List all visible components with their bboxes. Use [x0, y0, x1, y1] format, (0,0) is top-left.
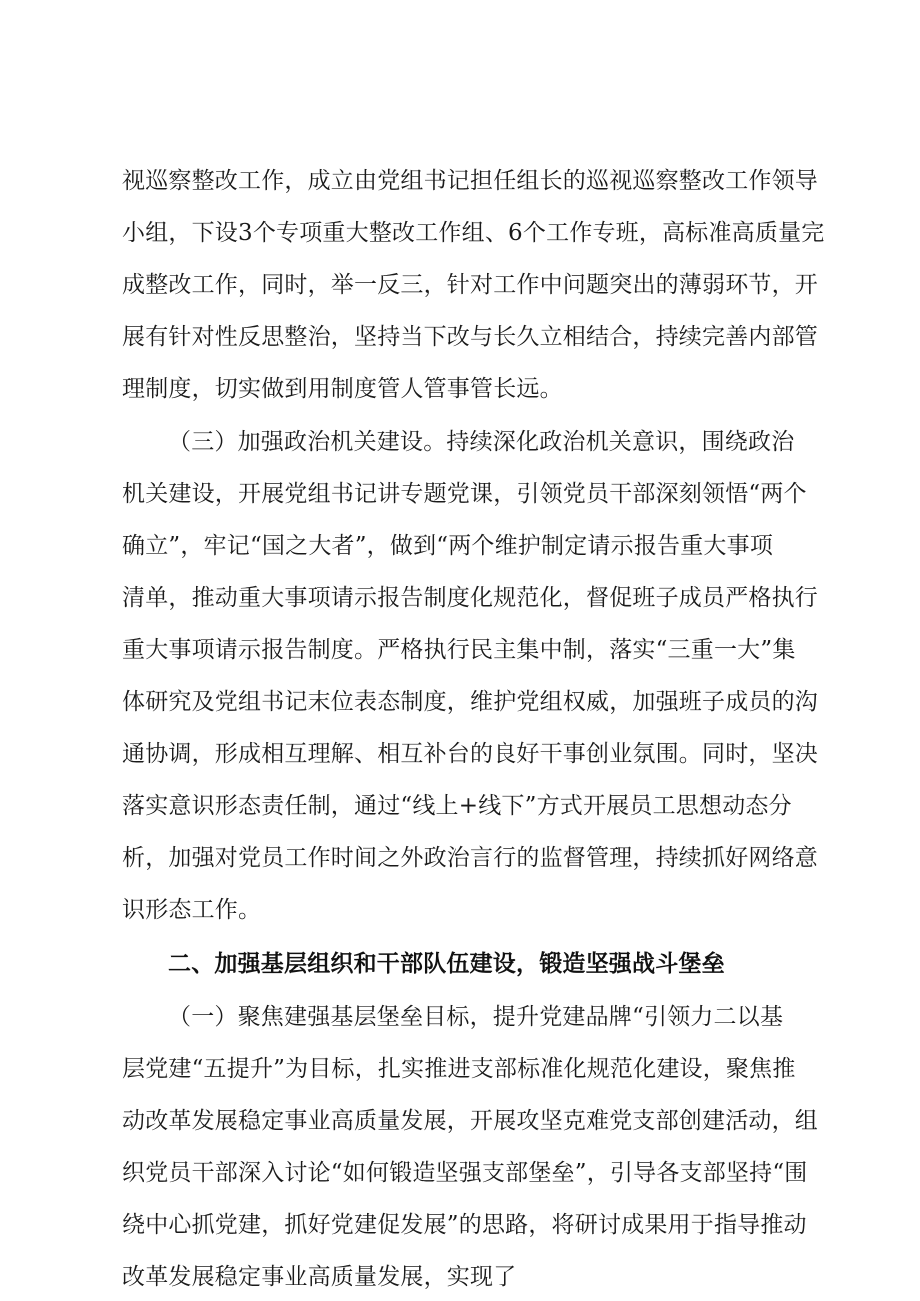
paragraph-1-line-4: 展有针对性反思整治，坚持当下改与长久立相结合，持续完善内部管	[122, 324, 818, 350]
paragraph-2-line-3: 确立”，牢记“国之大者”，做到“两个维护制定请示报告重大事项	[122, 533, 774, 559]
paragraph-2-line-10: 识形态工作。	[122, 897, 262, 923]
paragraph-3-line-4: 织党员干部深入讨论“如何锻造坚强支部堡垒”，引导各支部坚持“围	[122, 1160, 808, 1186]
paragraph-1-line-2: 小组，下设3个专项重大整改工作组、6个工作专班，高标准高质量完	[122, 220, 825, 246]
paragraph-1-line-3: 成整改工作，同时，举一反三，针对工作中问题突出的薄弱环节，开	[122, 272, 818, 298]
paragraph-1-line-1: 视巡察整改工作，成立由党组书记担任组长的巡视巡察整改工作领导	[122, 168, 818, 194]
paragraph-3-line-6: 改革发展稳定事业高质量发展，实现了	[122, 1264, 517, 1290]
paragraph-2-line-8: 落实意识形态责任制，通过“线上+线下”方式开展员工思想动态分	[122, 793, 792, 819]
paragraph-2-line-4: 清单，推动重大事项请示报告制度化规范化，督促班子成员严格执行	[122, 585, 818, 611]
paragraph-2-line-9: 析，加强对党员工作时间之外政治言行的监督管理，持续抓好网络意	[122, 845, 818, 871]
paragraph-3-line-5: 绕中心抓党建，抓好党建促发展”的思路，将研讨成果用于指导推动	[122, 1212, 807, 1238]
paragraph-3-line-3: 动改革发展稳定事业高质量发展，开展攻坚克难党支部创建活动，组	[122, 1108, 818, 1134]
paragraph-2-line-6: 体研究及党组书记末位表态制度，维护党组权威，加强班子成员的沟	[122, 689, 818, 715]
section-heading: 二、加强基层组织和干部队伍建设，锻造坚强战斗堡垒	[168, 951, 725, 977]
paragraph-2-line-2: 机关建设，开展党组书记讲专题党课，引领党员干部深刻领悟“两个	[122, 481, 807, 507]
paragraph-1-line-5: 理制度，切实做到用制度管人管事管长远。	[122, 376, 563, 402]
paragraph-3-line-2: 层党建“五提升”为目标，扎实推进支部标准化规范化建设，聚焦推	[122, 1056, 796, 1082]
paragraph-2-line-5: 重大事项请示报告制度。严格执行民主集中制，落实“三重一大”集	[122, 637, 796, 663]
paragraph-2-line-7: 通协调，形成相互理解、相互补台的良好干事创业氛围。同时，坚决	[122, 741, 818, 767]
paragraph-2-line-1: （三）加强政治机关建设。持续深化政治机关意识，围绕政治	[168, 429, 795, 455]
paragraph-3-line-1: （一）聚焦建强基层堡垒目标，提升党建品牌“引领力二以基	[168, 1004, 784, 1030]
